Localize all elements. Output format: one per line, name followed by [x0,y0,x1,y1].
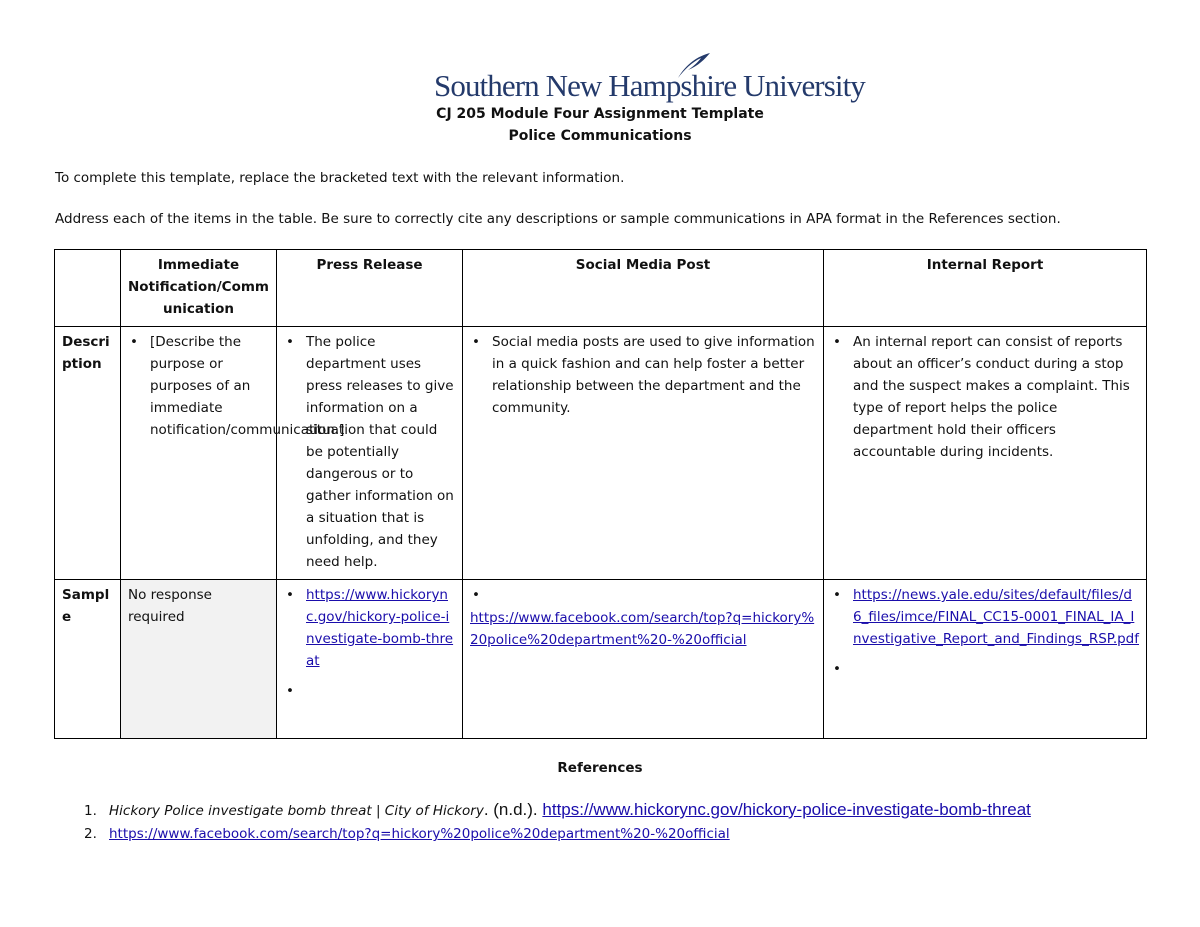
document-subtitle: Police Communications [508,128,692,144]
instruction-text-1: To complete this template, replace the bracketed text with the relevant information. [55,170,625,186]
description-internal: • An internal report can consist of reports about an officer’s conduct during a stop and the suspect makes a complaint. This type of report helps the police department hold their officers accountable during incidents. [824,327,1147,580]
communications-table [54,249,1147,739]
reference-number: 2. [84,826,97,842]
header-internal-report: Internal Report [824,250,1147,327]
reference-title: Hickory Police investigate bomb threat | City of Hickory [109,803,484,819]
description-immediate: • [Describe the purpose or purposes of an immediate notification/communication.] [121,327,277,580]
sample-internal [824,580,1147,739]
row-label-description: Descri ption [55,327,121,580]
table-row [55,580,1147,739]
instruction-text-2: Address each of the items in the table. Be sure to correctly cite any descriptions or sample communications in APA format in the References section. [55,211,1061,227]
header-press-release: Press Release [277,250,463,327]
reference-item-2 [84,826,730,842]
logo-text: Southern New Hampshire University [434,68,865,103]
header-blank [55,250,121,327]
press-release-link[interactable]: https://www.hickorync.gov/hickory-police-investigate-bomb-threat [306,587,454,669]
header-social-media: Social Media Post [463,250,824,327]
social-media-link[interactable]: https://www.facebook.com/search/top?q=hickory%20police%20department%20-%20official [470,610,815,648]
university-logo [434,52,865,104]
sample-immediate: No response required [121,580,277,739]
sample-press [277,580,463,739]
table-row [55,327,1147,580]
quill-icon [672,52,712,80]
table-header-row [55,250,1147,327]
reference-link-2[interactable]: https://www.facebook.com/search/top?q=hickory%20police%20department%20-%20official [109,826,730,842]
references-heading: References [557,760,643,776]
internal-report-link[interactable]: https://news.yale.edu/sites/default/files/d6_files/imce/FINAL_CC15-0001_FINAL_IA_Investigative_Report_and_Findings_RSP.pdf [853,587,1139,647]
sample-social [463,580,824,739]
reference-number: 1. [84,803,97,819]
reference-date: . (n.d.). [483,800,543,819]
description-social: • Social media posts are used to give information in a quick fashion and can help foster a better relationship between the department and the community. [463,327,824,580]
description-press: • The police department uses press releases to give information on a situation that could be potentially dangerous or to gather information on a situation that is unfolding, and they need help. [277,327,463,580]
reference-item-1 [84,800,1031,820]
reference-link-1[interactable]: https://www.hickorync.gov/hickory-police-investigate-bomb-threat [542,800,1031,819]
header-immediate: Immediate Notification/Comm unication [121,250,277,327]
document-title: CJ 205 Module Four Assignment Template [436,106,764,122]
row-label-sample: Sampl e [55,580,121,739]
